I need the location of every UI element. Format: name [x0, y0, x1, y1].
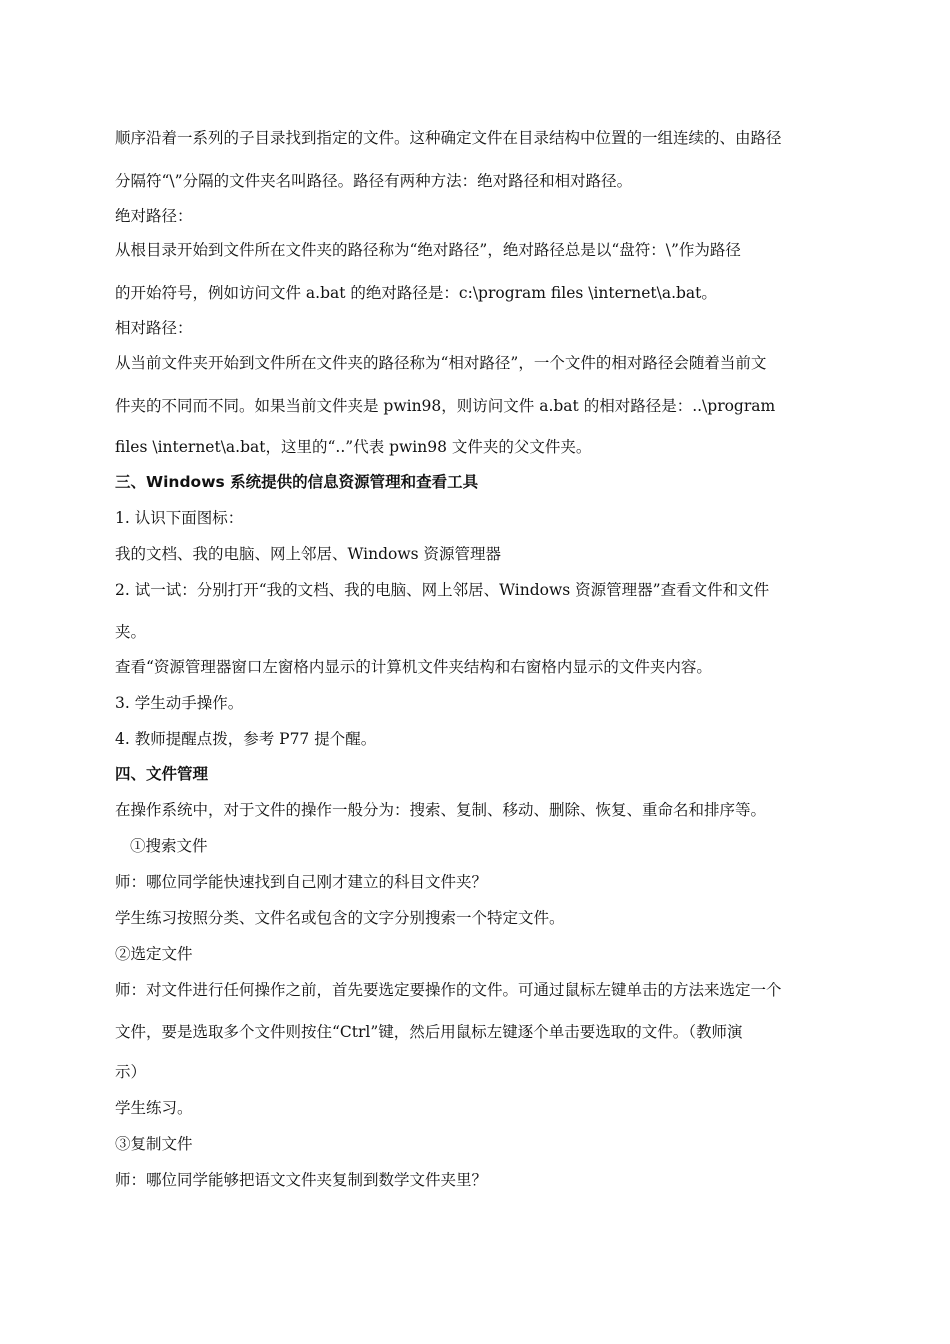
paragraph-line: 我的文档、我的电脑、网上邻居、Windows 资源管理器	[115, 545, 502, 563]
list-item: 3. 学生动手操作。	[115, 694, 244, 712]
section-heading-4: 四、文件管理	[115, 765, 209, 783]
subheading-copy-file: ③复制文件	[115, 1135, 193, 1153]
paragraph-line: 在操作系统中，对于文件的操作一般分为：搜索、复制、移动、删除、恢复、重命名和排序等。	[115, 801, 767, 819]
paragraph-line: files \internet\a.bat，这里的“..”代表 pwin98 文件夹的父文件夹。	[115, 438, 592, 456]
paragraph-line: 师：哪位同学能够把语文文件夹复制到数学文件夹里？	[115, 1171, 488, 1189]
subheading-relative-path: 相对路径：	[115, 319, 193, 337]
paragraph-line: 师：对文件进行任何操作之前，首先要选定要操作的文件。可通过鼠标左键单击的方法来选定一个	[115, 981, 782, 999]
paragraph-line: 的开始符号，例如访问文件 a.bat 的绝对路径是：c:\program files \internet\a.bat。	[115, 284, 717, 302]
subheading-search-file: ①搜索文件	[130, 837, 208, 855]
paragraph-line: 示）	[115, 1063, 147, 1081]
paragraph-line: 学生练习。	[115, 1099, 193, 1117]
subheading-select-file: ②选定文件	[115, 945, 193, 963]
list-item: 2. 试一试：分别打开“我的文档、我的电脑、网上邻居、Windows 资源管理器”查看文件和文件	[115, 581, 770, 599]
paragraph-line: 查看“资源管理器窗口左窗格内显示的计算机文件夹结构和右窗格内显示的文件夹内容。	[115, 658, 712, 676]
paragraph-line: 学生练习按照分类、文件名或包含的文字分别搜索一个特定文件。	[115, 909, 565, 927]
paragraph-line: 从根目录开始到文件所在文件夹的路径称为“绝对路径”，绝对路径总是以“盘符：\”作为路径	[115, 241, 741, 259]
paragraph-line: 文件，要是选取多个文件则按住“Ctrl”键，然后用鼠标左键逐个单击要选取的文件。（教师演	[115, 1023, 743, 1041]
paragraph-line: 从当前文件夹开始到文件所在文件夹的路径称为“相对路径”，一个文件的相对路径会随着当前文	[115, 354, 767, 372]
section-heading-3: 三、Windows 系统提供的信息资源管理和查看工具	[115, 473, 479, 491]
list-item: 4. 教师提醒点拨，参考 P77 提个醒。	[115, 730, 377, 748]
paragraph-line: 夹。	[115, 623, 147, 641]
paragraph-line: 分隔符“\”分隔的文件夹名叫路径。路径有两种方法：绝对路径和相对路径。	[115, 172, 633, 190]
subheading-absolute-path: 绝对路径：	[115, 207, 193, 225]
paragraph-line: 顺序沿着一系列的子目录找到指定的文件。这种确定文件在目录结构中位置的一组连续的、由路径	[115, 129, 782, 147]
paragraph-line: 师：哪位同学能快速找到自己刚才建立的科目文件夹？	[115, 873, 488, 891]
paragraph-line: 件夹的不同而不同。如果当前文件夹是 pwin98，则访问文件 a.bat 的相对路径是：..\program	[115, 397, 776, 415]
list-item: 1. 认识下面图标：	[115, 509, 244, 527]
